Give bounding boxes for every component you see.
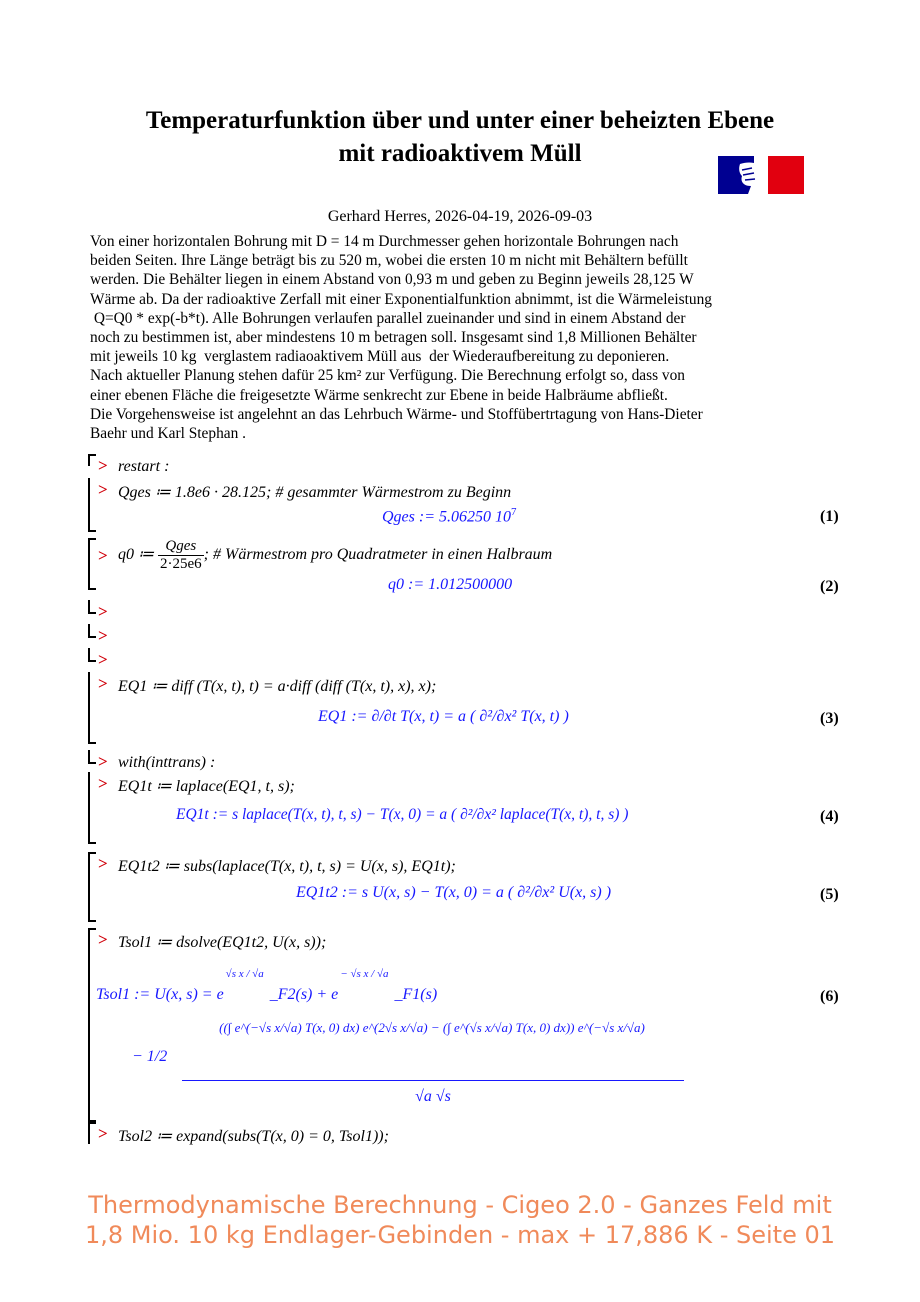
command-q0[interactable] [118,538,552,573]
group-bracket[interactable] [88,928,96,1122]
output-qges-mantissa: Qges := 5.06250 10 [382,508,512,526]
command-tsol2[interactable]: Tsol2 ≔ expand(subs(T(x, 0) = 0, Tsol1)); [118,1128,389,1145]
page-title-line2: mit radioaktivem Müll [338,140,582,167]
output-qges-exponent: 7 [511,506,517,518]
command-eq1t[interactable]: EQ1t ≔ laplace(EQ1, t, s); [118,778,295,795]
intro-line: Nach aktueller Planung stehen dafür 25 km² zur Verfügung. Die Berechnung erfolgt so, dass von [90,367,686,385]
input-prompt: > [98,1124,108,1143]
intro-line: Q=Q0 * exp(-b*t). Alle Bohrungen verlaufen parallel zueinander und sind in einem Abstand der [90,309,686,327]
output-tsol1-exp-neg: − √s x / √a [340,968,389,980]
group-bracket[interactable] [88,750,96,764]
input-prompt: > [98,674,108,693]
output-eq1t2: EQ1t2 := s U(x, s) − T(x, 0) = a ( ∂²/∂x² U(x, s) ) [296,884,612,901]
intro-line: Von einer horizontalen Bohrung mit D = 14 m Durchmesser gehen horizontale Bohrungen nach [90,233,679,250]
output-tsol1-part-b: _F2(s) + e [269,986,339,1003]
output-qges [382,506,517,526]
group-bracket[interactable] [88,672,96,744]
output-eq1t: EQ1t := s laplace(T(x, t), t, s) − T(x, 0) = a ( ∂²/∂x² laplace(T(x, t), t, s) ) [176,806,629,823]
author-line: Gerhard Herres, 2026-04-19, 2026-09-03 [327,208,593,225]
input-prompt[interactable]: > [98,650,108,669]
intro-line: Baehr und Karl Stephan . [90,425,247,443]
input-prompt: > [98,752,108,771]
command-eq1[interactable]: EQ1 ≔ diff (T(x, t), t) = a·diff (diff (T(x, t), x), x); [118,678,437,695]
group-bracket[interactable] [88,600,96,614]
group-bracket[interactable] [88,624,96,638]
intro-paragraph [90,232,850,443]
group-bracket[interactable] [88,478,96,532]
command-q0-numerator: Qges [158,538,204,556]
marianne-flag-logo [718,156,804,194]
command-q0-lhs: q0 ≔ [118,546,154,564]
command-with-inttrans[interactable]: with(inttrans) : [118,754,216,771]
command-q0-comment: ; # Wärmestrom pro Quadratmeter in einen Halbraum [203,546,553,564]
intro-line: noch zu bestimmen ist, aber mindestens 10 m betragen soll. Insgesamt sind 1,8 Millionen Behälter [90,329,697,347]
equation-label: (2) [820,578,839,595]
page-title: Temperaturfunktion über und unter einer beheizten Ebene [145,107,775,134]
intro-line: einer ebenen Fläche die freigesetzte Wärme senkrecht zur Ebene in beide Halbräume abfließt. [90,386,668,404]
page-footer [0,1190,920,1250]
input-prompt: > [98,930,108,949]
output-tsol1-exp-pos: √s x / √a [225,968,264,980]
intro-line: Die Vorgehensweise ist angelehnt an das Lehrbuch Wärme- und Stoffübertrtagung von Hans-Dieter [90,405,703,423]
input-prompt[interactable]: > [98,626,108,645]
group-bracket[interactable] [88,538,96,590]
equation-label: (6) [820,988,839,1005]
command-eq1t2[interactable]: EQ1t2 ≔ subs(laplace(T(x, t), t, s) = U(x, s), EQ1t); [118,858,456,875]
footer-line1: Thermodynamische Berechnung - Cigeo 2.0 - Ganzes Feld mit [88,1191,832,1219]
equation-label: (1) [820,508,839,525]
input-prompt[interactable]: > [98,602,108,621]
equation-label: (5) [820,886,839,903]
output-tsol1-part-c: _F1(s) [394,986,438,1003]
intro-line: werden. Die Behälter liegen in einem Abstand von 0,93 m und geben zu Beginn jeweils 28,125 W [90,271,694,289]
group-bracket[interactable] [88,1122,96,1144]
output-tsol1-coefficient: − 1/2 [132,1048,168,1065]
intro-line: beiden Seiten. Ihre Länge beträgt bis zu 520 m, wobei die ersten 10 m nicht mit Behältern befüllt [90,252,688,270]
footer-line2: 1,8 Mio. 10 kg Endlager-Gebinden - max + 17,886 K - Seite 01 [84,1221,835,1249]
input-prompt: > [98,480,108,499]
command-restart[interactable]: restart : [118,458,170,475]
group-bracket[interactable] [88,648,96,662]
group-bracket[interactable] [88,454,96,466]
command-qges[interactable]: Qges ≔ 1.8e6 · 28.125; # gesammter Wärmestrom zu Beginn [118,484,512,501]
output-tsol1-numerator: ((∫ e^(−√s x/√a) T(x, 0) dx) e^(2√s x/√a) − (∫ e^(√s x/√a) T(x, 0) dx)) e^(−√s x/√a) [219,1020,645,1035]
output-q0: q0 := 1.012500000 [388,576,513,593]
input-prompt: > [98,546,108,565]
intro-line: Wärme ab. Da der radioaktive Zerfall mit einer Exponentialfunktion abnimmt, ist die Wärmeleistung [90,290,712,308]
output-tsol1-part-a: Tsol1 := U(x, s) = e [96,986,224,1003]
input-prompt: > [98,774,108,793]
output-tsol1-denominator: √a √s [415,1088,451,1105]
command-tsol1[interactable]: Tsol1 ≔ dsolve(EQ1t2, U(x, s)); [118,934,327,951]
group-bracket[interactable] [88,772,96,844]
group-bracket[interactable] [88,852,96,922]
input-prompt: > [98,854,108,873]
output-tsol1-line1 [96,968,438,1004]
equation-label: (3) [820,710,839,727]
equation-label: (4) [820,808,839,825]
command-q0-denominator: 2·25e6 [160,556,202,572]
fraction-bar [182,1080,684,1081]
output-eq1: EQ1 := ∂/∂t T(x, t) = a ( ∂²/∂x² T(x, t) ) [318,708,569,725]
intro-line: mit jeweils 10 kg verglastem radiaoaktivem Müll aus der Wiederaufbereitung zu deponieren. [90,348,670,366]
input-prompt: > [98,456,108,475]
